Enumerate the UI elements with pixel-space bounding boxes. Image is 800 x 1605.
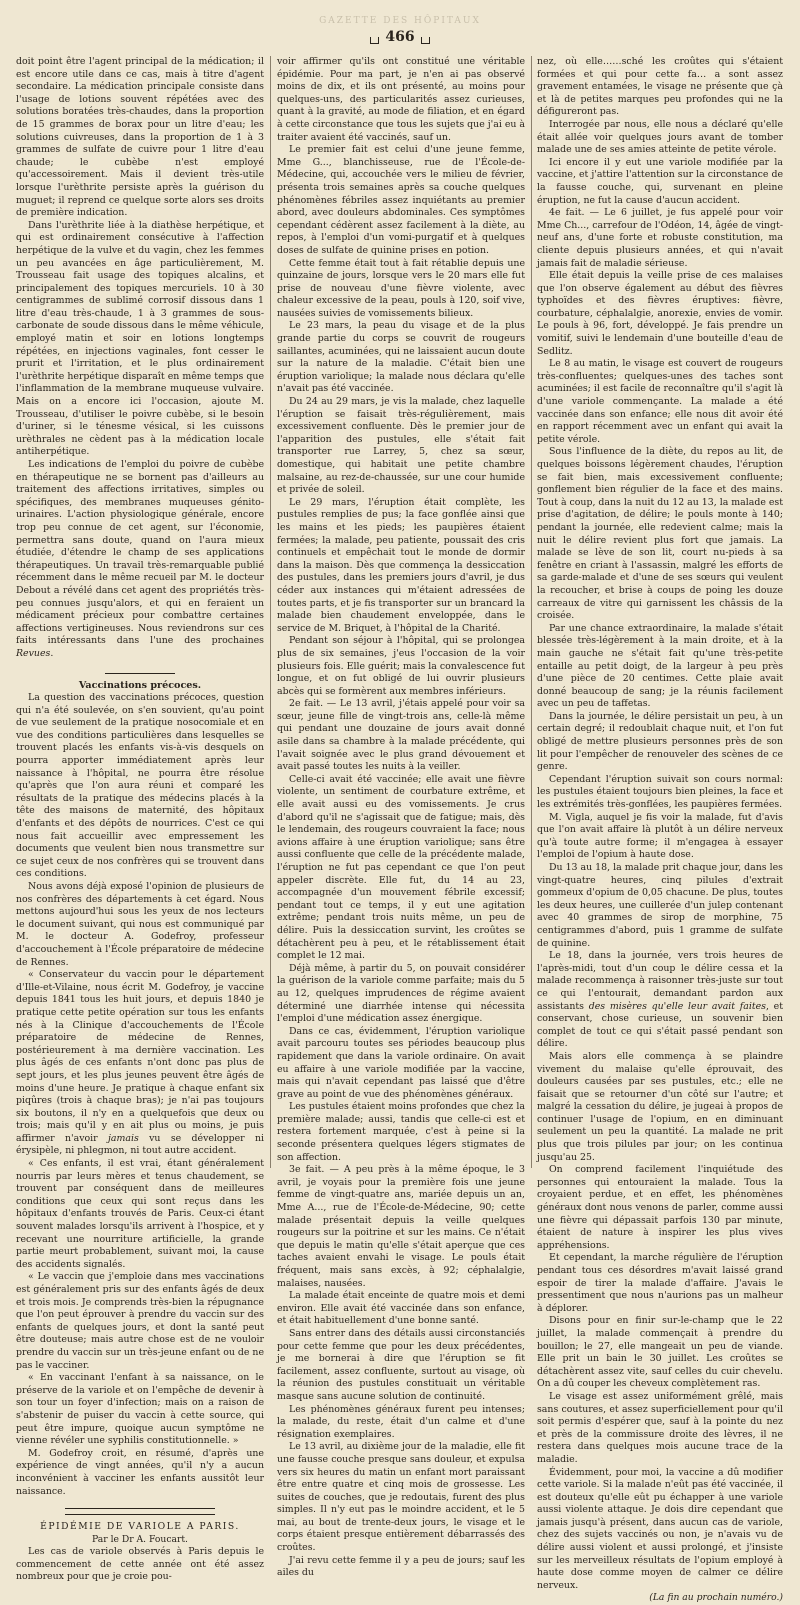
paragraph: doit point être l'agent principal de la médication; il est encore utile dans ce cas, mais à titre d'agent secondaire. La médication principale consiste dans l'usage de lotions souvent répétées avec des solutions boratées très-chaudes, dans la proportion de 15 grammes de borax pour un litre d'eau; les solutions cuivreuses, dans la proportion de 1 à 3 grammes de sulfate de cuivre pour 1 litre d'eau chaude; le cubèbe n'est employé qu'accessoirement. Mais il devient très-utile lorsque l'urèthrite persiste après la guérison du muguet; il reprend ce quelque sorte alors ses droits de première indication.: [16, 56, 264, 219]
italic-term: jamais: [107, 1132, 139, 1144]
paragraph: Les pustules étaient moins profondes que chez la première malade; aussi, tandis que celle-ci est et restera fortement marquée, c'est à peine si la seconde présentera quelques légers stigmates de son affection.: [277, 1101, 525, 1163]
paragraph: Le 23 mars, la peau du visage et de la plus grande partie du corps se couvrit de rougeurs saillantes, acuminées, qui ne laissaient aucun doute sur la nature de la maladie. C'était bien une éruption variolique; la malade nous déclara qu'elle n'avait pas été vaccinée.: [277, 320, 525, 395]
paragraph: Le 8 au matin, le visage est couvert de rougeurs très-confluentes; quelques-unes des taches sont acuminées; il est facile de reconnaître qu'il s'agit là d'une variole commençante. La malade a été vaccinée dans son enfance; elle nous dit avoir été en rapport récemment avec un enfant qui avait la petite vérole.: [537, 358, 783, 445]
text-column-3: [537, 56, 783, 1604]
paragraph: Les indications de l'emploi du poivre de cubèbe en thérapeutique ne se bornent pas d'ailleurs au traitement des affections irritatives, simples ou spécifiques, des membranes muqueuses génito-urinaires. L'action physiologique générale, encore trop peu connue de cet agent, sur l'économie, permettra sans doute, quand on l'aura mieux étudiée, d'étendre le champ de ses applications thérapeutiques. Un travail très-remarquable publié récemment dans le même recueil par M. le docteur Debout a révélé dans cet agent des propriétés très-peu connues jusqu'alors, et qui en feraient un médicament précieux pour combattre certaines affections vertigineuses. Nous reviendrons sur ces faits intéressants dans l'une des prochaines Revues.: [16, 459, 264, 659]
paragraph-text: « Conservateur du vaccin pour le département d'Ille-et-Vilaine, nous écrit M. Godefroy, je vaccine depuis 1841 tous les huit jours, et depuis 1840 je pratique cette petite opération sur tous les enfants nés à la Clinique d'accouchements de l'École préparatoire de médecine de Rennes, postérieurement à ma dernière vaccination. Les plus âgés de ces enfants n'ont donc pas plus de sept jours, et les plus jeunes peuvent être âgés de moins d'une heure. Je pratique à chaque enfant six piqûres (trois à chaque bras); je n'ai pas toujours six boutons, il n'y en a quelquefois que deux ou trois; mais qu'il y en ait plus ou moins, je puis affirmer n'avoir: [16, 969, 264, 1144]
paragraph: Mais alors elle commença à se plaindre vivement du malaise qu'elle éprouvait, des douleurs causées par ses pustules, etc.; elle ne faisait que se retourner d'un côté sur l'autre; et malgré la cessation du délire, je jugeai à propos de continuer l'usage de l'opium, en en diminuant seulement un peu la quantité. La malade ne prit plus que trois pilules par jour; on les continua jusqu'au 25.: [537, 1050, 783, 1163]
paragraph: La question des vaccinations précoces, question qui n'a été soulevée, on s'en souvient, qu'au point de vue seulement de la pratique nosocomiale et en vue des conditions particulières dans lesquelles se trouvent placés les enfants vis-à-vis desquels on pourra apporter immédiatement après leur naissance à l'hôpital, ne pourra être résolue qu'après que l'on aura réuni et comparé les résultats de la pratique des médecins placés à la tête des maisons de maternité, des hôpitaux d'enfants et des dépôts de nourrices. C'est ce qui nous fait accueillir avec empressement les documents que veulent bien nous transmettre sur ce sujet ceux de nos confrères qui se trouvent dans ces conditions.: [16, 692, 264, 880]
paragraph: Nous avons déjà exposé l'opinion de plusieurs de nos confrères des départements à cet égard. Nous mettons aujourd'hui sous les yeux de nos lecteurs le document suivant, qui nous est communiqué par M. le docteur A. Godefroy, professeur d'accouchement à l'École préparatoire de médecine de Rennes.: [16, 881, 264, 968]
article-byline: Par le Dr A. Foucart.: [92, 1533, 188, 1545]
page-header: [0, 14, 800, 54]
paragraph: 3e fait. — A peu près à la même époque, le 3 avril, je voyais pour la première fois une jeune femme de vingt-quatre ans, mariée depuis un an, Mme A..., rue de l'École-de-Médecine, 90; cette malade présentait depuis la veille quelques rougeurs sur la poitrine et sur les mains. Ce n'était que depuis le matin qu'elle s'était aperçue que ces taches avaient envahi le visage. Le pouls était fréquent, mais sans excès, à 92; céphalalgie, malaises, nausées.: [277, 1164, 525, 1289]
paragraph: M. Godefroy croit, en résumé, d'après une expérience de vingt années, qu'il n'y a aucun inconvénient à vacciner les enfants aussitôt leur naissance.: [16, 1447, 264, 1497]
paragraph: J'ai revu cette femme il y a peu de jours; sauf les ailes du: [277, 1554, 525, 1579]
paragraph: [537, 950, 783, 1051]
paragraph: Sous l'influence de la diète, du repos au lit, de quelques boissons légèrement chaudes, l'éruption se fait bien, mais excessivement confluente; gonflement bien régulier de la face et des mains. Tout à coup, dans la nuit du 12 au 13, la malade est prise d'agitation, de délire; le pouls monte à 140; pendant la journée, elle redevient calme; mais la nuit le délire revient plus fort que jamais. La malade se lève de son lit, court nu-pieds à sa fenêtre en criant à l'assassin, malgré les efforts de sa garde-malade et d'une de ses sœurs qui veulent la recoucher, et brise à coups de poing les douze carreaux de vitre qui garnissent les châssis de la croisée.: [537, 446, 783, 622]
paragraph: Du 13 au 18, la malade prit chaque jour, dans les vingt-quatre heures, cinq pilules d'extrait gommeux d'opium de 0,05 chacune. De plus, toutes les deux heures, une cuillerée d'un julep contenant avec 40 grammes de sirop de morphine, 75 centigrammes d'abord, puis 1 gramme de sulfate de quinine.: [537, 862, 783, 949]
paragraph: M. Vigla, auquel je fis voir la malade, fut d'avis que l'on avait affaire là plutôt à un délire nerveux qu'à toute autre forme; il m'engagea à essayer l'emploi de l'opium à haute dose.: [537, 811, 783, 861]
paragraph: Du 24 au 29 mars, je vis la malade, chez laquelle l'éruption se faisait très-régulièrement, mais excessivement confluente. Dès le premier jour de l'apparition des pustules, elle s'était fait transporter rue Larrey, 5, chez sa sœur, domestique, qui habitait une petite chambre malsaine, au rez-de-chaussée, sur une cour humide et privée de soleil.: [277, 396, 525, 496]
paragraph: « Ces enfants, il est vrai, étant généralement nourris par leurs mères et tenus chaudement, se trouvent par conséquent dans de meilleures conditions que ceux qui sont reçus dans les hôpitaux d'enfants trouvés de Paris. Ceux-ci étant souvent malades lorsqu'ils arrivent à l'hospice, et y recevant une nourriture artificielle, la grande partie meurt probablement, suivant moi, la cause des accidents signalés.: [16, 1158, 264, 1270]
paragraph: Dans ce cas, évidemment, l'éruption variolique avait parcouru toutes ses périodes beaucoup plus rapidement que dans la variole ordinaire. On avait eu affaire à une variole modifiée par la vaccine, mais qui n'avait cependant pas laissé que d'être grave au point de vue des phénomènes généraux.: [277, 1025, 525, 1100]
paragraph: Le visage est assez uniformément grêlé, mais sans coutures, et assez superficiellement pour qu'il soit permis d'espérer que, sauf à la pointe du nez et près de la commissure droite des lèvres, il ne restera dans quelques mois aucune trace de la maladie.: [537, 1390, 783, 1465]
paragraph: Elle était depuis la veille prise de ces malaises que l'on observe également au début des fièvres typhoïdes et des fièvres éruptives: fièvre, courbature, céphalalgie, anorexie, envies de vomir. Le pouls à 96, fort, développé. Je fais prendre un vomitif, suivi le lendemain d'une bouteille d'eau de Sedlitz.: [537, 270, 783, 357]
column-divider: [531, 56, 532, 1168]
paragraph: voir affirmer qu'ils ont constitué une véritable épidémie. Pour ma part, je n'en ai pas observé moins de dix, et ils ont présenté, au moins pour quelques-uns, des particularités assez curieuses, quant à la gravité, au mode de filiation, et en égard à cette circonstance que tous les sujets que j'ai eu à traiter avaient été vaccinés, sauf un.: [277, 56, 525, 143]
paragraph: Interrogée par nous, elle nous a déclaré qu'elle était allée voir quelques jours avant de tomber malade une de ses amies atteinte de petite vérole.: [537, 118, 783, 156]
continuation-note: (La fin au prochain numéro.): [649, 1592, 783, 1604]
paragraph: [16, 969, 264, 1158]
paragraph: Par une chance extraordinaire, la malade s'était blessée très-légèrement à la main droite, et à la main gauche ne s'était fait qu'une très-petite entaille au petit doigt, de la largeur à peu près d'une pièce de 20 centimes. Cette plaie avait donné beaucoup de sang; je la réunis facilement avec un peu de taffetas.: [537, 622, 783, 710]
paragraph: Et cependant, la marche régulière de l'éruption pendant tous ces désordres m'avait laissé grand espoir de tirer la malade d'affaire. J'avais le pressentiment que nous n'aurions pas un malheur à déplorer.: [537, 1252, 783, 1314]
paragraph: Le 29 mars, l'éruption était complète, les pustules remplies de pus; la face gonflée ainsi que les mains et les pieds; les paupières étaient fermées; la malade, peu patiente, poussait des cris continuels et empêchait tout le monde de dormir dans la maison. Dès que commença la dessiccation des pustules, dans les premiers jours d'avril, je dus céder aux instances qui m'étaient adressées de toutes parts, et je fis transporter sur un brancard la malade bien chaudement enveloppée, dans le service de M. Briquet, à l'hôpital de la Charité.: [277, 496, 525, 634]
column-divider: [270, 56, 271, 1168]
paragraph: Sans entrer dans des détails aussi circonstanciés pour cette femme que pour les deux précédentes, je me bornerai à dire que l'éruption se fit facilement, assez confluente, surtout au visage, où la réunion des pustules constituait un véritable masque sans aucune solution de continuité.: [277, 1327, 525, 1402]
paragraph: « Le vaccin que j'emploie dans mes vaccinations est généralement pris sur des enfants âgés de deux et trois mois. Je comprends très-bien la répugnance que l'on peut éprouver à prendre du vaccin sur des enfants de quelques jours, et dont la santé peut être douteuse; mais autre chose est de ne vouloir prendre du vaccin sur un très-jeune enfant ou de ne pas le vacciner.: [16, 1271, 264, 1371]
paragraph: On comprend facilement l'inquiétude des personnes qui entouraient la malade. Tous la croyaient perdue, et en effet, les phénomènes généraux dont nous venons de parler, comme aussi une fièvre qui dépassait parfois 130 par minute, étaient de nature à inspirer les plus vives appréhensions.: [537, 1164, 783, 1251]
paragraph: Dans la journée, le délire persistait un peu, à un certain degré; il redoublait chaque nuit, et l'on fut obligé de mettre plusieurs personnes près de son lit pour l'empêcher de renouveler des scènes de ce genre.: [537, 710, 783, 773]
text-column-2: [277, 56, 525, 1579]
paragraph: « En vaccinant l'enfant à sa naissance, on le préserve de la variole et on l'empêche de devenir à son tour un foyer d'infection; mais on a raison de s'abstenir de puiser du vaccin à cette source, qui peut être impure, quoique aucun symptôme ne vienne révéler une syphilis constitutionnelle. »: [16, 1372, 264, 1447]
paragraph-text: vu se développer ni érysipèle, ni phlegmon, ni tout autre accident.: [16, 1132, 264, 1157]
paragraph: nez, où elle……sché les croûtes qui s'étaient formées et qui pour cette fa… a sont assez gravement entamées, le visage ne présente que çà et là de petites marques peu profondes qui ne la défigureront pas.: [537, 56, 783, 118]
paragraph: 2e fait. — Le 13 avril, j'étais appelé pour voir sa sœur, jeune fille de vingt-trois ans, celle-là même qui pendant une douzaine de jours avait donné asile dans sa chambre à la malade précédente, qui l'avait soignée avec le plus grand dévouement et avait passé toutes les nuits à la veiller.: [277, 698, 525, 773]
text-column-1: [16, 56, 264, 1583]
paragraph: Le 13 avril, au dixième jour de la maladie, elle fit une fausse couche presque sans douleur, et expulsa vers six heures du matin un enfant mort paraissant être entre quatre et cinq mois de grossesse. Les suites de couches, que je redoutais, furent des plus simples. Il n'y eut pas le moindre accident, et le 5 mai, au bout de trente-deux jours, le visage et le corps étaient presque entièrement débarrassés des croûtes.: [277, 1441, 525, 1554]
section-divider: [105, 673, 175, 674]
paragraph: Déjà même, à partir du 5, on pouvait considérer la guérison de la variole comme parfaite; mais du 5 au 12, quelques imprudences de régime avaient déterminé une diarrhée intense qui nécessita l'emploi d'une médication assez énergique.: [277, 962, 525, 1025]
faded-running-title: GAZETTE DES HÔPITAUX: [319, 16, 481, 26]
paragraph: Disons pour en finir sur-le-champ que le 22 juillet, la malade commençait à prendre du bouillon; le 27, elle mangeait un peu de viande. Elle prit un bain le 30 juillet. Les croûtes se détachèrent assez vite, sauf celles du cuir chevelu. On a dû couper les cheveux complètement ras.: [537, 1315, 783, 1390]
paragraph-text: , et conservant, chose curieuse, un souvenir bien complet de tout ce qui s'était passé pendant son délire.: [537, 1000, 783, 1050]
paragraph: Ici encore il y eut une variole modifiée par la vaccine, et j'attire l'attention sur la circonstance de la fausse couche, qui, survenant en pleine éruption, ne fut la cause d'aucun accident.: [537, 156, 783, 206]
paragraph: Le premier fait est celui d'une jeune femme, Mme G..., blanchisseuse, rue de l'École-de-Médecine, qui, accouchée vers le milieu de février, présenta trois semaines après sa couche quelques phénomènes fébriles assez inquiétants au premier abord, avec douleurs abdominales. Ces symptômes cependant cédèrent assez facilement à la diète, au repos, à l'emploi d'un vomi-purgatif et à quelques doses de sulfate de quinine prises en potion.: [277, 144, 525, 256]
italic-quote: des misères qu'elle leur avait faites: [588, 1000, 766, 1012]
paragraph: Dans l'urèthrite liée à la diathèse herpétique, et qui est ordinairement consécutive à l'affection herpétique de la vulve et du vagin, chez les femmes un peu avancées en âge particulièrement, M. Trousseau fait usage des topiques alcalins, et principalement des topiques mercuriels. 10 à 30 centigrammes de sublimé corrosif dissous dans 1 litre d'eau très-chaude, 1 à 3 grammes de sous-carbonate de soude dissous dans le même véhicule, employé matin et soir en lotions longtemps répétées, en injections vaginales, font cesser le prurit et l'irritation, et le plus ordinairement l'urèthrite herpétique disparaît en même temps que l'inflammation de la membrane muqueuse vulvaire. Mais on a encore ici l'occasion, ajoute M. Trousseau, d'utiliser le poivre cubèbe, si le besoin d'uriner, si le ténesme vésical, si les cuissons urèthrales ne cèdent pas à la médication locale antiherpétique.: [16, 219, 264, 458]
paragraph: Celle-ci avait été vaccinée; elle avait une fièvre violente, un sentiment de courbature extrême, et elle avait aussi eu des vomissements. Je crus d'abord qu'il ne s'agissait que de fatigue; mais, dès le lendemain, des rougeurs couvraient la face; nous avions affaire à une éruption variolique; sans être aussi confluente que celle de la précédente malade, l'éruption ne fut pas cependant ce que l'on peut appeler discrète. Elle fut, du 14 au 23, accompagnée d'un mouvement fébrile excessif; pendant tout ce temps, il y eut une agitation extrême; pendant trois nuits même, un peu de délire. Puis la dessiccation survint, les croûtes se détachèrent peu à peu, et le rétablissement était complet le 12 mai.: [277, 773, 525, 962]
paragraph: 4e fait. — Le 6 juillet, je fus appelé pour voir Mme Ch..., carrefour de l'Odéon, 14, âgée de vingt-neuf ans, d'une forte et robuste constitution, ma cliente depuis plusieurs années, et qui n'avait jamais fait de maladie sérieuse.: [537, 207, 783, 269]
paragraph: Évidemment, pour moi, la vaccine a dû modifier cette variole. Si la malade n'eût pas été vaccinée, il est douteux qu'elle eût pu échapper à une variole aussi violente attaque. Je dois dire cependant que jamais jusqu'à présent, dans aucun cas de variole, chez des sujets vaccinés ou non, je n'avais vu de délire aussi violent et aussi prolongé, et j'insiste sur les merveilleux résultats de l'opium employé à haute dose comme moyen de calmer ce délire nerveux.: [537, 1466, 783, 1591]
paragraph: Les phénomènes généraux furent peu intenses; la malade, du reste, était d'un calme et d'une résignation exemplaires.: [277, 1403, 525, 1440]
ornamental-rule: [65, 1508, 215, 1515]
paragraph: Cependant l'éruption suivait son cours normal: les pustules étaient toujours bien pleines, la face et les extrémités très-gonflées, les paupières fermées.: [537, 773, 783, 811]
article-title: ÉPIDÉMIE DE VARIOLE A PARIS.: [40, 1521, 240, 1533]
section-title: Vaccinations précoces.: [78, 679, 202, 691]
paragraph-text: Les indications de l'emploi du poivre de cubèbe en thérapeutique ne se bornent pas d'ailleurs au traitement des affections irritatives, simples ou spécifiques, des membranes muqueuses génito-urinaires. L'action physiologique générale, encore trop peu connue de cet agent, sur l'économie, permettra sans doute, quand on l'aura mieux étudiée, d'étendre le champ de ses applications thérapeutiques. Un travail très-remarquable publié récemment dans le même recueil par M. le docteur Debout a révélé dans cet agent des propriétés très-peu connues jusqu'alors, et qui en feraient un médicament précieux pour combattre certaines affections vertigineuses. Nous reviendrons sur ces faits intéressants dans l'une des prochaines: [16, 459, 264, 647]
page-number: 466: [380, 29, 420, 45]
paragraph: Les cas de variole observés à Paris depuis le commencement de cette année ont été assez nombreux pour que je croie pou-: [16, 1546, 264, 1583]
paragraph: Cette femme était tout à fait rétablie depuis une quinzaine de jours, lorsque vers le 20 mars elle fut prise de nouveau d'une fièvre violente, avec chaleur excessive de la peau, pouls à 120, soif vive, nausées suivies de vomissements bilieux.: [277, 257, 525, 319]
paragraph-text: Le 18, dans la journée, vers trois heures de l'après-midi, tout d'un coup le délire cessa et la malade recommença à raisonner très-juste sur tout ce qui l'entourait, demandant pardon aux assistants: [537, 950, 783, 1012]
italic-term: Revues: [16, 647, 51, 659]
paragraph: Pendant son séjour à l'hôpital, qui se prolongea plus de six semaines, j'eus l'occasion de la voir plusieurs fois. Elle guérit; mais la convalescence fut longue, et on fut obligé de lui ouvrir plusieurs abcès qui se formèrent aux membres inférieurs.: [277, 635, 525, 697]
paragraph: La malade était enceinte de quatre mois et demi environ. Elle avait été vaccinée dans son enfance, et était habituellement d'une bonne santé.: [277, 1290, 525, 1327]
